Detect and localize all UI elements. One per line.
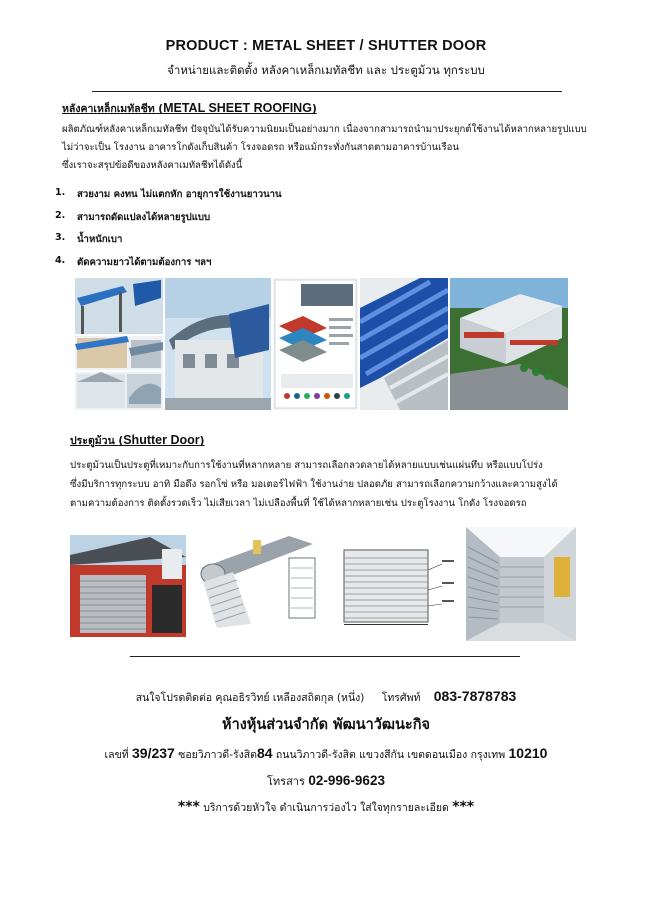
fax-label: โทรสาร bbox=[267, 775, 305, 788]
roofing-photo-warehouse bbox=[450, 278, 568, 410]
benefits-list bbox=[55, 187, 282, 277]
shutter-photo-storefront bbox=[70, 535, 186, 637]
address-prefix: เลขที่ bbox=[104, 749, 129, 761]
address-soi: ซอยวิภาวดี-รังสิต bbox=[178, 749, 257, 761]
list-item bbox=[55, 232, 282, 255]
shutter-heading-en: Shutter Door bbox=[123, 433, 200, 447]
roofing-photo-blue-sheet bbox=[360, 278, 448, 410]
stars-right: *** bbox=[452, 799, 475, 815]
list-number: 1. bbox=[55, 187, 66, 198]
list-item bbox=[55, 187, 282, 210]
fax-line bbox=[0, 772, 652, 790]
list-text: น้ำหนักเบา bbox=[77, 234, 123, 245]
address-road: ถนนวิภาวดี-รังสิต แขวงสีกัน เขตดอนเมือง กรุงเทพ bbox=[275, 749, 506, 761]
list-number: 3. bbox=[55, 232, 66, 243]
shutter-photo-mall bbox=[466, 527, 576, 641]
shutter-line: ประตูม้วนเป็นประตูที่เหมาะกับการใช้งานที่หลากหลาย สามารถเลือกลวดลายได้หลายแบบเช่นแผ่นทึบ หรือแบบโปร่ง bbox=[70, 460, 543, 471]
phone-label: โทรศัพท์ bbox=[381, 692, 421, 704]
roofing-heading bbox=[62, 100, 317, 117]
fax-number: 02-996-9623 bbox=[308, 773, 385, 788]
roofing-line: ซึ่งเราจะสรุปข้อดีของหลังคาเมทัลชีทได้ดังนี้ bbox=[62, 160, 243, 171]
list-item bbox=[55, 210, 282, 233]
roofing-photo-carports bbox=[75, 278, 163, 410]
page-subtitle: จำหน่ายและติดตั้ง หลังคาเหล็กเมทัลชีท และ ประตูม้วน ทุกระบบ bbox=[167, 63, 485, 77]
company-name: ห้างหุ้นส่วนจำกัด พัฒนาวัฒนะกิจ bbox=[222, 717, 430, 733]
shutter-heading bbox=[70, 432, 204, 449]
list-text: สวยงาม คงทน ไม่แตกหัก อายุการใช้งานยาวนาน bbox=[77, 189, 282, 200]
list-number: 4. bbox=[55, 254, 66, 266]
roofing-heading-en: METAL SHEET ROOFING bbox=[163, 101, 312, 115]
shutter-photo-diagram bbox=[330, 540, 458, 632]
stars-left: *** bbox=[177, 799, 200, 815]
contact-person: สนใจโปรดติดต่อ คุณอธิรวิทย์ เหลืองสถิตกุล (หนึ่ง) bbox=[135, 692, 365, 704]
phone-number: 083-7878783 bbox=[433, 688, 517, 704]
list-text: สามารถดัดแปลงได้หลายรูปแบบ bbox=[77, 211, 211, 223]
page-title: PRODUCT : METAL SHEET / SHUTTER DOOR bbox=[165, 38, 487, 54]
slogan: บริการด้วยหัวใจ ดำเนินการว่องไว ใส่ใจทุกรายละเอียด bbox=[203, 802, 449, 814]
address-soi-number: 84 bbox=[256, 745, 273, 761]
shutter-heading-th: ประตูม้วน ( bbox=[70, 435, 124, 447]
shutter-photo-mechanism bbox=[193, 528, 321, 632]
roofing-line: ผลิตภัณฑ์หลังคาเหล็กเมทัลชีท ปัจจุบันได้รับความนิยมเป็นอย่างมาก เนื่องจากสามารถนำมาประยุกต์ใช้งานได้หลากหลายรูปแบบ bbox=[62, 124, 587, 135]
roofing-photo-brochure bbox=[273, 278, 358, 410]
postcode: 10210 bbox=[508, 745, 548, 761]
contact-line bbox=[0, 688, 652, 706]
shutter-heading-close: ) bbox=[199, 435, 205, 447]
list-number: 2. bbox=[55, 209, 66, 221]
roofing-heading-th: หลังคาเหล็กเมทัลชีท ( bbox=[62, 103, 164, 115]
address-line bbox=[0, 745, 652, 763]
slogan-line bbox=[0, 799, 652, 816]
list-text: ตัดความยาวได้ตามต้องการ ฯลฯ bbox=[77, 256, 212, 268]
shutter-line: ตามความต้องการ ติดตั้งรวดเร็ว ไม่เสียเวลา ไม่เปลืองพื้นที่ ใช้ได้หลากหลายเช่น ประตูโรงงาน โกดัง โรงจอดรถ bbox=[70, 498, 527, 509]
footer-divider bbox=[130, 656, 520, 657]
list-item bbox=[55, 255, 282, 278]
roofing-heading-close: ) bbox=[311, 103, 317, 115]
header-divider bbox=[92, 91, 562, 92]
shutter-paragraph bbox=[70, 456, 558, 513]
address-number: 39/237 bbox=[132, 745, 175, 761]
roofing-paragraph bbox=[62, 121, 587, 175]
shutter-line: ซึ่งมีบริการทุกระบบ อาทิ มือดึง รอกโซ่ หรือ มอเตอร์ไฟฟ้า ใช้งานง่าย ปลอดภัย สามารถเลือกความกว้างและความสูงได้ bbox=[70, 479, 558, 490]
roofing-line: ไม่ว่าจะเป็น โรงงาน อาคารโกดังเก็บสินค้า โรงจอดรถ หรือแม้กระทั่งกันสาดตามอาคารบ้านเรือน bbox=[62, 142, 459, 153]
roofing-photo-house bbox=[165, 278, 271, 410]
